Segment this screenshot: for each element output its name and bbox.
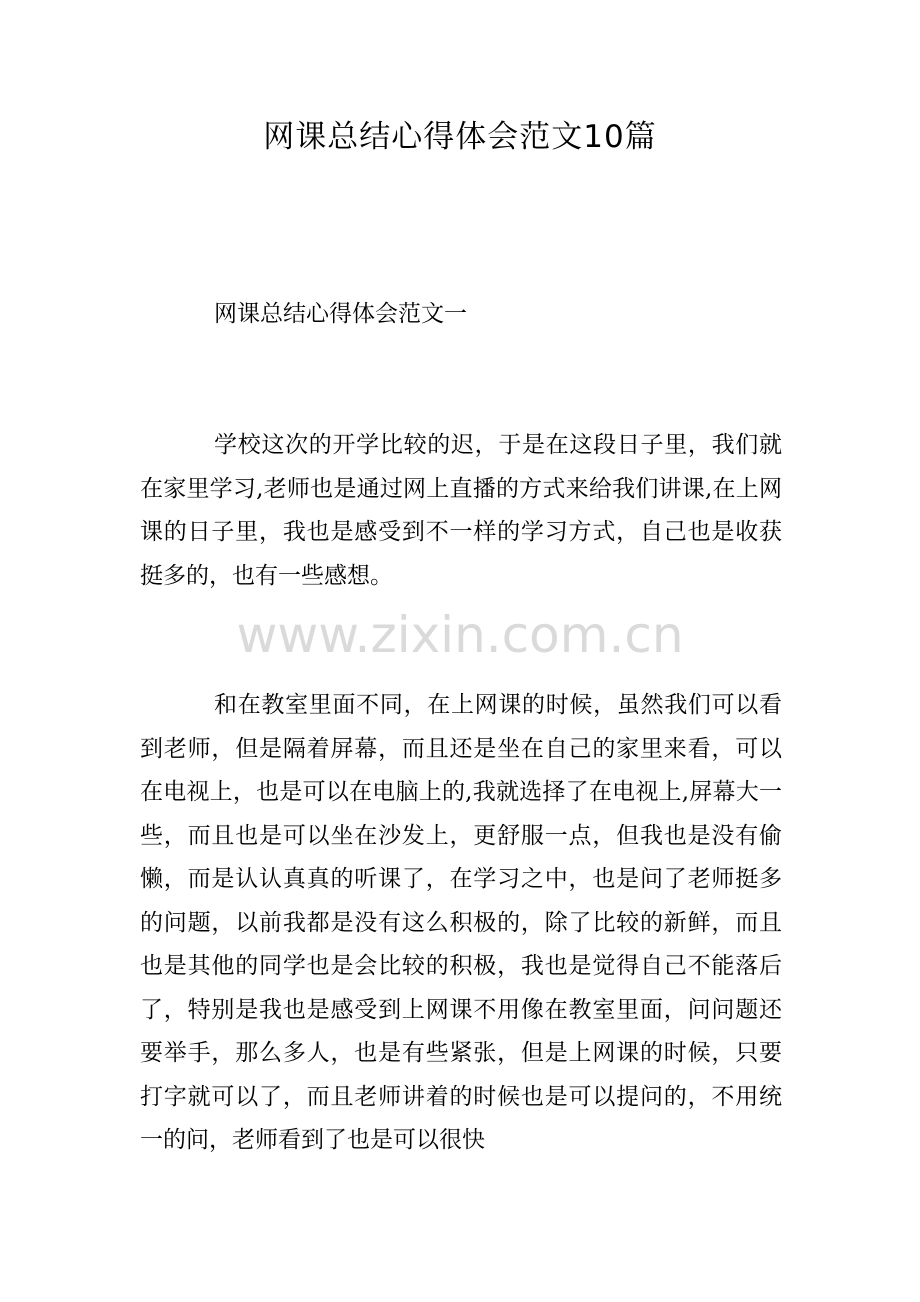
document-title: 网课总结心得体会范文10篇 [263, 119, 657, 155]
paragraph-1: 学校这次的开学比较的迟，于是在这段日子里，我们就在家里学习,老师也是通过网上直播的方式来给我们讲课,在上网课的日子里，我也是感受到不一样的学习方式，自己也是收获挺多的，也有一些感想。 [140, 432, 782, 589]
section-heading: 网课总结心得体会范文一 [214, 301, 467, 327]
paragraph-2: 和在教室里面不同，在上网课的时候，虽然我们可以看到老师，但是隔着屏幕，而且还是坐在自己的家里来看，可以在电视上，也是可以在电脑上的,我就选择了在电视上,屏幕大一些，而且也是可以坐在沙发上，更舒服一点，但我也是没有偷懒，而是认认真真的听课了，在学习之中，也是问了老师挺多的问题，以前我都是没有这么积极的，除了比较的新鲜，而且也是其他的同学也是会比较的积极，我也是觉得自己不能落后了，特别是我也是感受到上网课不用像在教室里面，问问题还要举手，那么多人，也是有些紧张，但是上网课的时候，只要打字就可以了，而且老师讲着的时候也是可以提问的，不用统一的问，老师看到了也是可以很快 [140, 692, 782, 1153]
watermark: www.zixin.com.cn [236, 606, 684, 664]
